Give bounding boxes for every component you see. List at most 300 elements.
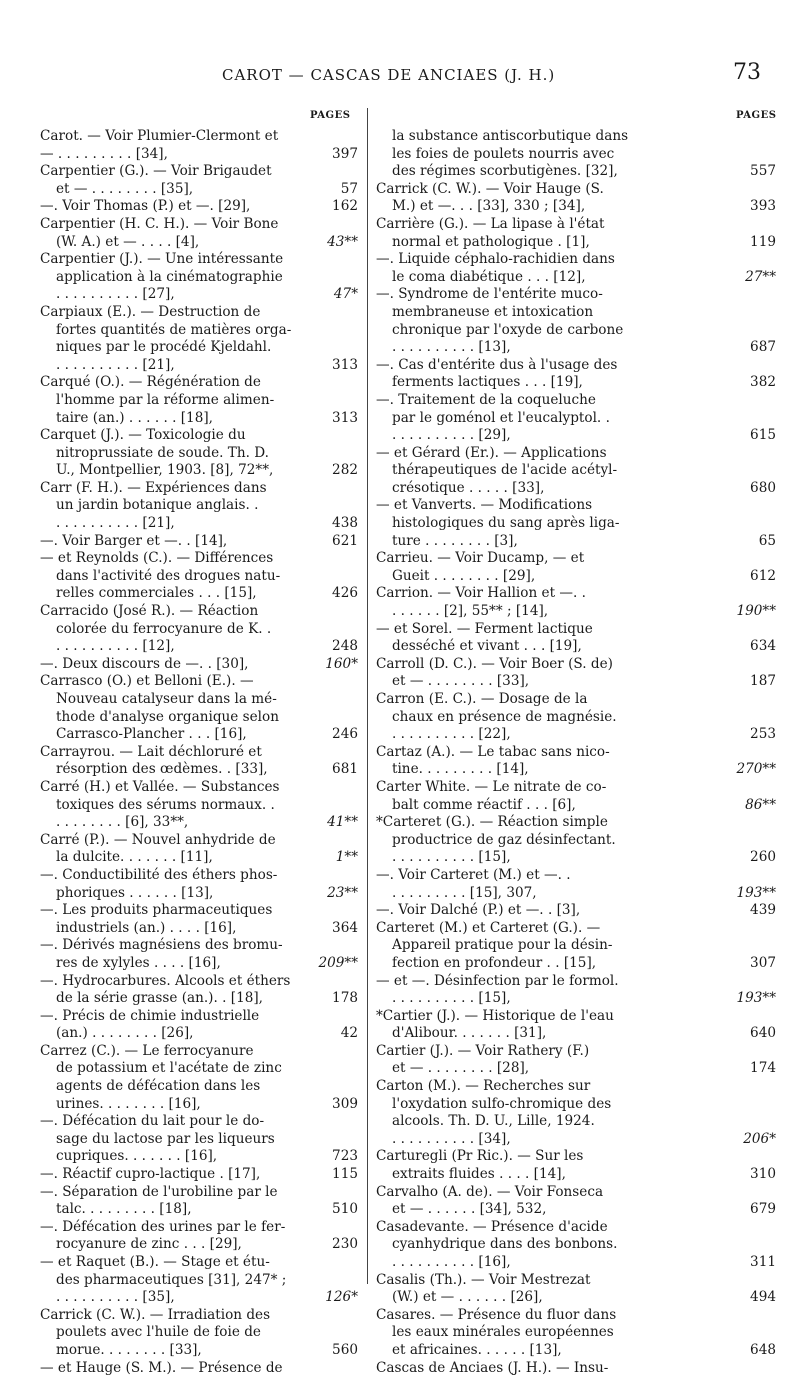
index-line — [40, 1272, 358, 1290]
entry-text: . . . . . . . . [6], 33**, — [56, 814, 189, 831]
index-line — [40, 920, 358, 938]
page-reference: 426 — [332, 585, 358, 602]
index-line — [40, 638, 358, 656]
index-line — [376, 198, 776, 216]
index-line — [376, 955, 776, 973]
index-line — [376, 1360, 776, 1377]
left-index-column — [40, 128, 358, 1377]
page-reference: 494 — [750, 1289, 776, 1306]
index-line — [40, 902, 358, 920]
entry-text: . . . . . . . . . . [15], — [392, 849, 511, 866]
entry-text: crésotique . . . . . [33], — [392, 479, 545, 496]
running-header — [0, 60, 800, 90]
index-line — [40, 603, 358, 621]
entry-text: les foies de poulets nourris avec — [392, 145, 615, 162]
entry-text: Carrick (C. W.). — Irradiation des — [40, 1306, 271, 1323]
entry-text: extraits fluides . . . . [14], — [392, 1166, 566, 1183]
index-line — [40, 339, 358, 357]
index-line — [376, 146, 776, 164]
index-line — [40, 585, 358, 603]
index-line — [376, 392, 776, 410]
entry-text: Casalis (Th.). — Voir Mestrezat — [376, 1271, 591, 1288]
index-line — [40, 1342, 358, 1360]
page-reference: 364 — [332, 919, 358, 936]
entry-text: Carrasco-Plancher . . . [16], — [56, 726, 247, 743]
index-line — [40, 973, 358, 991]
entry-text: talc. . . . . . . . . [18], — [56, 1201, 192, 1218]
index-line — [376, 1078, 776, 1096]
entry-text: desséché et vivant . . . [19], — [392, 638, 582, 655]
entry-text: —. Deux discours de —. . [30], — [40, 655, 249, 672]
entry-text: —. Hydrocarbures. Alcools et éthers — [40, 972, 291, 989]
index-line — [40, 163, 358, 181]
index-line — [376, 286, 776, 304]
running-title: CAROT — CASCAS DE ANCIAES (J. H.) — [222, 66, 556, 84]
page-reference: 270** — [736, 761, 776, 778]
index-line — [40, 1324, 358, 1342]
entry-text: —. Les produits pharmaceutiques — [40, 902, 273, 919]
index-line — [376, 920, 776, 938]
entry-text: . . . . . . [2], 55** ; [14], — [392, 603, 549, 620]
page-reference: 687 — [750, 339, 776, 356]
index-line — [40, 726, 358, 744]
index-line — [40, 990, 358, 1008]
page-reference: 310 — [750, 1166, 776, 1183]
entry-text: . . . . . . . . . [15], 307, — [392, 884, 537, 901]
left-pages-label: PAGES — [310, 110, 351, 121]
column-divider — [367, 108, 368, 1284]
entry-text: application à la cinématographie — [56, 268, 283, 285]
page-reference: 382 — [750, 374, 776, 391]
page-reference: 282 — [332, 462, 358, 479]
index-line — [40, 568, 358, 586]
entry-text: thode d'analyse organique selon — [56, 708, 279, 725]
entry-text: —. Défécation des urines par le fer- — [40, 1218, 286, 1235]
entry-text: chronique par l'oxyde de carbone — [392, 321, 624, 338]
index-line — [376, 462, 776, 480]
entry-text: urines. . . . . . . . [16], — [56, 1095, 201, 1112]
entry-text: —. Voir Barger et —. . [14], — [40, 532, 228, 549]
entry-text: l'oxydation sulfo-chromique des — [392, 1095, 612, 1112]
page-reference: 640 — [750, 1025, 776, 1042]
index-line — [376, 480, 776, 498]
entry-text: poulets avec l'huile de foie de — [56, 1324, 261, 1341]
page-reference: 193** — [736, 884, 776, 901]
index-line — [40, 1113, 358, 1131]
page-reference: 438 — [332, 515, 358, 532]
entry-text: phoriques . . . . . . [13], — [56, 884, 214, 901]
index-line — [40, 357, 358, 375]
entry-text: relles commerciales . . . [15], — [56, 585, 257, 602]
entry-text: Cartaz (A.). — Le tabac sans nico- — [376, 743, 610, 760]
index-line — [376, 1289, 776, 1307]
index-line — [376, 1060, 776, 1078]
entry-text: thérapeutiques de l'acide acétyl- — [392, 462, 618, 479]
index-line — [376, 990, 776, 1008]
index-line — [376, 1166, 776, 1184]
entry-text: l'homme par la réforme alimen- — [56, 391, 275, 408]
page-reference: 209** — [318, 954, 358, 971]
entry-text: . . . . . . . . . . [35], — [56, 1289, 175, 1306]
entry-text: Carrayrou. — Lait déchloruré et — [40, 743, 262, 760]
index-line — [40, 322, 358, 340]
entry-text: balt comme réactif . . . [6], — [392, 796, 576, 813]
entry-text: et — . . . . . . . . [35], — [56, 180, 194, 197]
index-line — [40, 1148, 358, 1166]
entry-text: — et Reynolds (C.). — Différences — [40, 550, 274, 567]
entry-text: sage du lactose par les liqueurs — [56, 1130, 275, 1147]
entry-text: ture . . . . . . . . [3], — [392, 532, 518, 549]
index-line — [40, 234, 358, 252]
index-line — [40, 286, 358, 304]
index-line — [376, 1131, 776, 1149]
index-line — [40, 304, 358, 322]
entry-text: ferments lactiques . . . [19], — [392, 374, 583, 391]
index-line — [40, 410, 358, 428]
index-line — [40, 779, 358, 797]
entry-text: Appareil pratique pour la désin- — [392, 937, 613, 954]
entry-text: résorption des œdèmes. . [33], — [56, 761, 268, 778]
entry-text: Carré (P.). — Nouvel anhydride de — [40, 831, 276, 848]
entry-text: . . . . . . . . . . [12], — [56, 638, 175, 655]
entry-text: et africaines. . . . . . [13], — [392, 1341, 562, 1358]
index-line — [376, 937, 776, 955]
index-line — [376, 1148, 776, 1166]
page-reference: 27** — [745, 268, 776, 285]
index-line — [376, 1307, 776, 1325]
entry-text: Carton (M.). — Recherches sur — [376, 1078, 591, 1095]
index-line — [376, 128, 776, 146]
index-line — [376, 1236, 776, 1254]
entry-text: — et Hauge (S. M.). — Présence de — [40, 1359, 283, 1376]
index-line — [376, 251, 776, 269]
index-line — [376, 234, 776, 252]
entry-text: . . . . . . . . . . [16], — [392, 1254, 511, 1270]
entry-text: *Cartier (J.). — Historique de l'eau — [376, 1007, 614, 1024]
right-pages-label: PAGES — [736, 110, 777, 121]
entry-text: (an.) . . . . . . . . [26], — [56, 1025, 194, 1042]
entry-text: —. Séparation de l'urobiline par le — [40, 1183, 278, 1200]
index-line — [40, 1184, 358, 1202]
entry-text: —. Voir Thomas (P.) et —. [29], — [40, 198, 251, 215]
index-line — [40, 462, 358, 480]
entry-text: Carqué (O.). — Régénération de — [40, 374, 261, 391]
index-line — [40, 1201, 358, 1219]
index-line — [40, 550, 358, 568]
index-line — [40, 198, 358, 216]
index-line — [376, 1272, 776, 1290]
index-line — [40, 1131, 358, 1149]
index-line — [40, 1025, 358, 1043]
index-line — [376, 533, 776, 551]
entry-text: et — . . . . . . . . [33], — [392, 673, 530, 690]
index-line — [40, 1219, 358, 1237]
index-line — [40, 761, 358, 779]
index-line — [40, 1289, 358, 1307]
entry-text: . . . . . . . . . . [29], — [392, 427, 511, 444]
index-line — [376, 656, 776, 674]
page-reference: 190** — [736, 603, 776, 620]
entry-text: d'Alibour. . . . . . . [31], — [392, 1025, 547, 1042]
page-reference: 187 — [750, 673, 776, 690]
page-reference: 47* — [333, 286, 358, 303]
entry-text: tine. . . . . . . . . [14], — [392, 761, 529, 778]
index-line — [40, 1060, 358, 1078]
index-line — [376, 304, 776, 322]
entry-text: Gueit . . . . . . . . [29], — [392, 567, 536, 584]
page-reference: 178 — [332, 990, 358, 1007]
entry-text: Carpiaux (E.). — Destruction de — [40, 303, 261, 320]
entry-text: le coma diabétique . . . [12], — [392, 268, 586, 285]
page-reference: 86** — [745, 796, 776, 813]
entry-text: des régimes scorbutigènes. [32], — [392, 163, 618, 180]
entry-text: dans l'activité des drogues natu- — [56, 567, 281, 584]
page-number: 73 — [733, 60, 761, 85]
entry-text: . . . . . . . . . . [13], — [392, 339, 511, 356]
index-line — [40, 216, 358, 234]
entry-text: Casadevante. — Présence d'acide — [376, 1218, 608, 1235]
entry-text: —. Voir Dalché (P.) et —. . [3], — [376, 902, 581, 919]
entry-text: Carquet (J.). — Toxicologie du — [40, 427, 246, 444]
index-line — [40, 1166, 358, 1184]
page-reference: 41** — [327, 814, 358, 831]
index-line — [40, 533, 358, 551]
index-line — [40, 849, 358, 867]
index-line — [376, 497, 776, 515]
page-reference: 174 — [750, 1060, 776, 1077]
index-line — [376, 445, 776, 463]
index-line — [376, 1113, 776, 1131]
index-line — [376, 1342, 776, 1360]
index-line — [40, 1236, 358, 1254]
entry-text: nitroprussiate de soude. Th. D. — [56, 444, 270, 461]
page-reference: 230 — [332, 1236, 358, 1253]
index-line — [40, 181, 358, 199]
index-line — [40, 1360, 358, 1377]
entry-text: Carrez (C.). — Le ferrocyanure — [40, 1042, 254, 1059]
index-line — [376, 673, 776, 691]
entry-text: res de xylyles . . . . [16], — [56, 954, 221, 971]
index-line — [376, 374, 776, 392]
entry-text: industriels (an.) . . . . [16], — [56, 919, 237, 936]
entry-text: — et Gérard (Er.). — Applications — [376, 444, 607, 461]
entry-text: rocyanure de zinc . . . [29], — [56, 1236, 242, 1253]
entry-text: . . . . . . . . . . [21], — [56, 356, 175, 373]
entry-text: —. Liquide céphalo-rachidien dans — [376, 251, 615, 268]
index-line — [376, 973, 776, 991]
entry-text: —. Précis de chimie industrielle — [40, 1007, 260, 1024]
entry-text: Carr (F. H.). — Expériences dans — [40, 479, 267, 496]
index-line — [40, 269, 358, 287]
page-reference: 313 — [332, 356, 358, 373]
index-line — [40, 955, 358, 973]
index-line — [376, 1324, 776, 1342]
index-line — [376, 814, 776, 832]
entry-text: et — . . . . . . . . [28], — [392, 1060, 530, 1077]
index-line — [40, 885, 358, 903]
entry-text: cupriques. . . . . . . [16], — [56, 1148, 218, 1165]
entry-text: . . . . . . . . . . [21], — [56, 515, 175, 532]
index-line — [376, 797, 776, 815]
page-reference: 115 — [332, 1166, 358, 1183]
index-line — [376, 1219, 776, 1237]
index-line — [40, 497, 358, 515]
page-reference: 723 — [332, 1148, 358, 1165]
index-line — [40, 621, 358, 639]
entry-text: — . . . . . . . . . [34], — [40, 145, 168, 162]
index-line — [376, 550, 776, 568]
entry-text: de potassium et l'acétate de zinc — [56, 1060, 282, 1077]
page-reference: 612 — [750, 567, 776, 584]
index-line — [40, 709, 358, 727]
entry-text: *Carteret (G.). — Réaction simple — [376, 814, 608, 831]
entry-text: Carrion. — Voir Hallion et —. . — [376, 585, 586, 602]
entry-text: —. Syndrome de l'entérite muco- — [376, 286, 603, 303]
page-reference: 193** — [736, 990, 776, 1007]
index-line — [40, 392, 358, 410]
entry-text: — et —. Désinfection par le formol. — [376, 972, 619, 989]
index-line — [376, 181, 776, 199]
page-reference: 615 — [750, 427, 776, 444]
entry-text: Carrick (C. W.). — Voir Hauge (S. — [376, 180, 604, 197]
page-reference: 42 — [340, 1025, 358, 1042]
page-reference: 557 — [750, 163, 776, 180]
index-line — [376, 761, 776, 779]
entry-text: Cartier (J.). — Voir Rathery (F.) — [376, 1042, 590, 1059]
index-line — [40, 691, 358, 709]
entry-text: —. Défécation du lait pour le do- — [40, 1113, 265, 1130]
entry-text: Carpentier (G.). — Voir Brigaudet — [40, 163, 272, 180]
index-line — [376, 1184, 776, 1202]
index-line — [376, 585, 776, 603]
index-line — [376, 1008, 776, 1026]
entry-text: des pharmaceutiques [31], 247* ; — [56, 1271, 287, 1288]
page-reference: 23** — [327, 884, 358, 901]
entry-text: M.) et —. . . [33], 330 ; [34], — [392, 198, 586, 215]
page-reference: 119 — [750, 233, 776, 250]
index-line — [40, 374, 358, 392]
index-line — [376, 621, 776, 639]
entry-text: morue. . . . . . . . [33], — [56, 1341, 202, 1358]
index-line — [40, 937, 358, 955]
index-line — [376, 885, 776, 903]
entry-text: Carroll (D. C.). — Voir Boer (S. de) — [376, 655, 613, 672]
entry-text: —. Voir Carteret (M.) et —. . — [376, 866, 571, 883]
page-reference: 311 — [750, 1254, 776, 1270]
entry-text: Cascas de Anciaes (J. H.). — Insu- — [376, 1359, 609, 1376]
index-line — [40, 867, 358, 885]
index-line — [40, 128, 358, 146]
index-line — [40, 1096, 358, 1114]
entry-text: alcools. Th. D. U., Lille, 1924. — [392, 1113, 595, 1130]
index-line — [40, 251, 358, 269]
entry-text: Carvalho (A. de). — Voir Fonseca — [376, 1183, 604, 1200]
index-line — [376, 1254, 776, 1272]
index-line — [40, 480, 358, 498]
index-line — [40, 673, 358, 691]
index-line — [40, 515, 358, 533]
page-reference: 439 — [750, 902, 776, 919]
index-line — [40, 445, 358, 463]
entry-text: Carré (H.) et Vallée. — Substances — [40, 778, 280, 795]
entry-text: toxiques des sérums normaux. . — [56, 796, 275, 813]
page-reference: 680 — [750, 479, 776, 496]
entry-text: chaux en présence de magnésie. — [392, 708, 617, 725]
entry-text: et — . . . . . . [34], 532, — [392, 1201, 547, 1218]
entry-text: Carturegli (Pr Ric.). — Sur les — [376, 1148, 584, 1165]
entry-text: Carrière (G.). — La lipase à l'état — [376, 215, 605, 232]
entry-text: (W. A.) et — . . . . [4], — [56, 233, 200, 250]
entry-text: . . . . . . . . . . [27], — [56, 286, 175, 303]
entry-text: — et Raquet (B.). — Stage et étu- — [40, 1254, 270, 1270]
entry-text: productrice de gaz désinfectant. — [392, 831, 616, 848]
entry-text: histologiques du sang après liga- — [392, 515, 620, 532]
entry-text: . . . . . . . . . . [34], — [392, 1130, 511, 1147]
index-line — [376, 1043, 776, 1061]
page-reference: 307 — [750, 954, 776, 971]
entry-text: —. Réactif cupro-lactique . [17], — [40, 1166, 261, 1183]
entry-text: un jardin botanique anglais. . — [56, 497, 259, 514]
entry-text: Carpentier (J.). — Une intéressante — [40, 251, 284, 268]
right-index-column — [376, 128, 776, 1377]
entry-text: Carter White. — Le nitrate de co- — [376, 778, 607, 795]
page-reference: 206* — [743, 1130, 776, 1147]
index-line — [40, 1078, 358, 1096]
page-reference: 393 — [750, 198, 776, 215]
index-line — [376, 216, 776, 234]
page-reference: 162 — [332, 198, 358, 215]
index-line — [40, 1254, 358, 1272]
index-line — [376, 638, 776, 656]
page-reference: 246 — [332, 726, 358, 743]
page-reference: 253 — [750, 726, 776, 743]
entry-text: colorée du ferrocyanure de K. . — [56, 620, 272, 637]
index-line — [376, 709, 776, 727]
entry-text: —. Traitement de la coqueluche — [376, 391, 596, 408]
entry-text: . . . . . . . . . . [15], — [392, 990, 511, 1007]
index-line — [40, 814, 358, 832]
entry-text: membraneuse et intoxication — [392, 303, 594, 320]
index-line — [40, 1307, 358, 1325]
index-line — [376, 1096, 776, 1114]
index-line — [376, 339, 776, 357]
index-line — [376, 515, 776, 533]
index-line — [376, 867, 776, 885]
page-reference: 309 — [332, 1095, 358, 1112]
entry-text: taire (an.) . . . . . . [18], — [56, 409, 213, 426]
page-reference: 681 — [332, 761, 358, 778]
index-line — [376, 163, 776, 181]
entry-text: (W.) et — . . . . . . [26], — [392, 1289, 543, 1306]
index-line — [376, 691, 776, 709]
index-line — [376, 832, 776, 850]
page-reference: 560 — [332, 1341, 358, 1358]
entry-text: normal et pathologique . [1], — [392, 233, 590, 250]
page-reference: 65 — [758, 532, 776, 549]
entry-text: de la série grasse (an.). . [18], — [56, 990, 263, 1007]
index-line — [40, 744, 358, 762]
index-line — [376, 849, 776, 867]
index-line — [40, 797, 358, 815]
index-line — [40, 656, 358, 674]
page-reference: 397 — [332, 145, 358, 162]
page-reference: 260 — [750, 849, 776, 866]
index-line — [376, 269, 776, 287]
index-line — [376, 603, 776, 621]
entry-text: Casares. — Présence du fluor dans — [376, 1306, 617, 1323]
index-line — [376, 1201, 776, 1219]
entry-text: Carron (E. C.). — Dosage de la — [376, 691, 588, 707]
